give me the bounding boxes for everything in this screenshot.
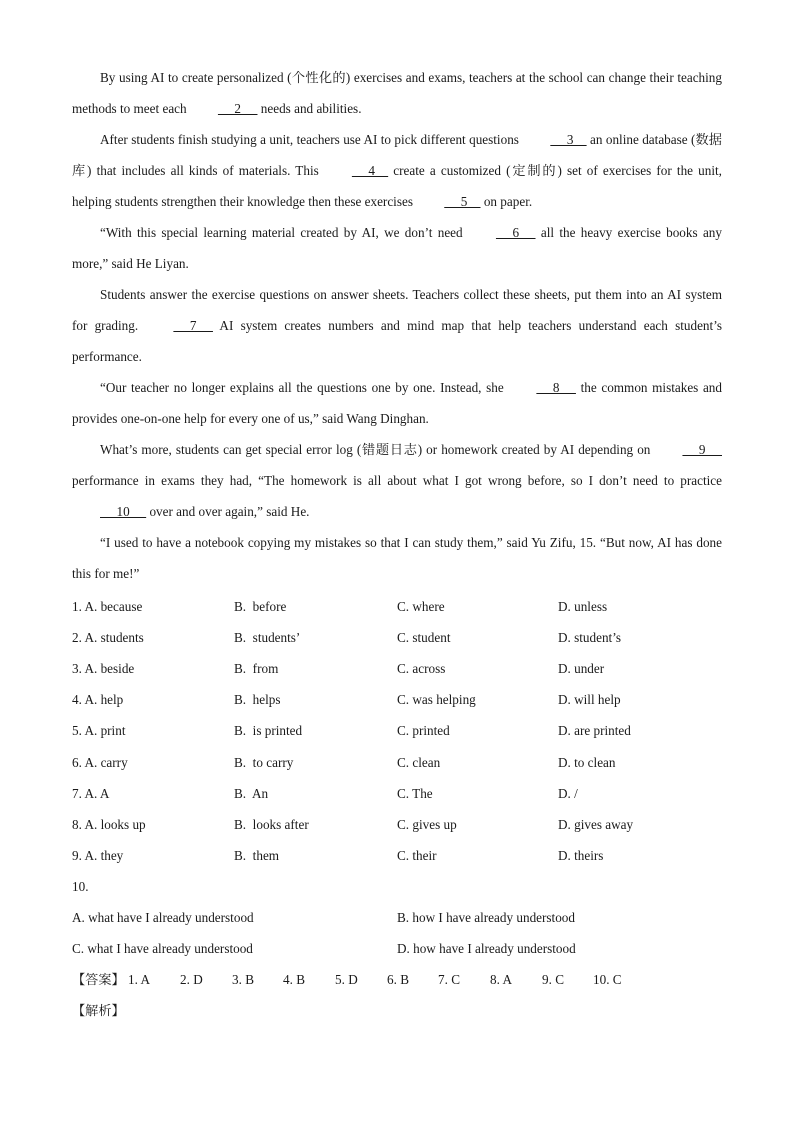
option-d: D. unless bbox=[558, 599, 608, 614]
answer-5: 5. D bbox=[335, 972, 358, 987]
option-d: D. student’s bbox=[558, 630, 622, 645]
passage bbox=[72, 62, 722, 589]
option-d: D. / bbox=[558, 786, 578, 801]
text: “I used to have a notebook copying my mistakes so that I can study them,” said Yu Zifu, 15. “But now, AI has done this for me!” bbox=[72, 535, 722, 581]
answer-4: 4. B bbox=[283, 972, 305, 987]
option-b: B. is printed bbox=[234, 723, 303, 738]
option-b: B. them bbox=[234, 848, 280, 863]
option-a: 6. A. carry bbox=[72, 755, 128, 770]
question-row-5 bbox=[72, 715, 722, 746]
option-a: 9. A. they bbox=[72, 848, 124, 863]
option-c: C. gives up bbox=[397, 817, 457, 832]
answer-6: 6. B bbox=[387, 972, 409, 987]
text: AI system creates numbers and mind map that help teachers understand each student’s performance. bbox=[72, 318, 722, 364]
option-d: D. how have I already understood bbox=[397, 941, 576, 956]
option-c: C. what I have already understood bbox=[72, 941, 253, 956]
text: needs and abilities. bbox=[257, 101, 362, 116]
answer-9: 9. C bbox=[542, 972, 564, 987]
question-row-3 bbox=[72, 653, 722, 684]
option-b: B. helps bbox=[234, 692, 281, 707]
option-d: D. under bbox=[558, 661, 605, 676]
option-a: 2. A. students bbox=[72, 630, 144, 645]
paragraph-4 bbox=[72, 279, 722, 372]
text: “With this special learning material created by AI, we don’t need bbox=[100, 225, 468, 240]
blank-8: 8 bbox=[536, 380, 576, 395]
paragraph-2 bbox=[72, 124, 722, 217]
blank-9: 9 bbox=[682, 442, 722, 457]
question-row-10-cd bbox=[72, 933, 722, 964]
question-row-6 bbox=[72, 747, 722, 778]
option-a: 3. A. beside bbox=[72, 661, 135, 676]
paragraph-7 bbox=[72, 527, 722, 589]
analysis-row bbox=[72, 995, 722, 1026]
option-a: 1. A. because bbox=[72, 599, 143, 614]
blank-6: 6 bbox=[495, 225, 536, 240]
option-a: 8. A. looks up bbox=[72, 817, 146, 832]
option-c: C. was helping bbox=[397, 692, 476, 707]
option-d: D. will help bbox=[558, 692, 621, 707]
question-row-2 bbox=[72, 622, 722, 653]
blank-4: 4 bbox=[351, 163, 389, 178]
question-row-7 bbox=[72, 778, 722, 809]
option-a: 5. A. print bbox=[72, 723, 126, 738]
answer-7: 7. C bbox=[438, 972, 460, 987]
answer-row bbox=[72, 964, 722, 995]
answer-3: 3. B bbox=[232, 972, 254, 987]
option-b: B. from bbox=[234, 661, 279, 676]
question-row-4 bbox=[72, 684, 722, 715]
paragraph-1 bbox=[72, 62, 722, 124]
text: over and over again,” said He. bbox=[146, 504, 310, 519]
blank-10: 10 bbox=[100, 504, 147, 519]
option-c: C. across bbox=[397, 661, 446, 676]
text: After students finish studying a unit, teachers use AI to pick different questions bbox=[100, 132, 523, 147]
option-c: C. their bbox=[397, 848, 437, 863]
option-a: 7. A. A bbox=[72, 786, 110, 801]
paragraph-6 bbox=[72, 434, 722, 527]
analysis-label: 【解析】 bbox=[72, 1003, 125, 1018]
paragraph-5 bbox=[72, 372, 722, 434]
text: the common mistakes and provides one-on-one help for every one of us,” said Wang Dinghan. bbox=[72, 380, 722, 426]
question-row-1 bbox=[72, 591, 722, 622]
option-b: B. looks after bbox=[234, 817, 309, 832]
option-b: B. to carry bbox=[234, 755, 294, 770]
option-b: B. before bbox=[234, 599, 287, 614]
paragraph-3 bbox=[72, 217, 722, 279]
blank-3: 3 bbox=[550, 132, 587, 147]
text: What’s more, students can get special error log (错题日志) or homework created by AI depending on bbox=[100, 442, 655, 457]
answer-10: 10. C bbox=[593, 972, 622, 987]
answer-8: 8. A bbox=[490, 972, 512, 987]
option-d: D. are printed bbox=[558, 723, 631, 738]
answer-1: 1. A bbox=[128, 972, 150, 987]
option-c: C. printed bbox=[397, 723, 450, 738]
question-10-label: 10. bbox=[72, 879, 89, 894]
question-row-9 bbox=[72, 840, 722, 871]
option-b: B. An bbox=[234, 786, 269, 801]
text: “Our teacher no longer explains all the questions one by one. Instead, she bbox=[100, 380, 509, 395]
option-d: D. theirs bbox=[558, 848, 604, 863]
answer-2: 2. D bbox=[180, 972, 203, 987]
blank-5: 5 bbox=[444, 194, 481, 209]
text: on paper. bbox=[480, 194, 533, 209]
text: Students answer the exercise questions on answer sheets. Teachers collect these sheets, put them into an AI system for grading. bbox=[72, 287, 722, 333]
option-d: D. gives away bbox=[558, 817, 634, 832]
question-row-8 bbox=[72, 809, 722, 840]
option-a: A. what have I already understood bbox=[72, 910, 254, 925]
text: performance in exams they had, “The homework is all about what I got wrong before, so I don’t need to practice bbox=[72, 473, 722, 488]
blank-7: 7 bbox=[173, 318, 213, 333]
text: By using AI to create personalized (个性化的) exercises and exams, teachers at the school can change their teaching methods to meet each bbox=[72, 70, 722, 116]
text: create a customized (定制的) set of exercises for the unit, helping students strengthen their knowledge then these exercises bbox=[72, 163, 722, 209]
option-c: C. where bbox=[397, 599, 445, 614]
question-10-number bbox=[72, 871, 722, 902]
blank-2: 2 bbox=[217, 101, 258, 116]
question-row-10-ab bbox=[72, 902, 722, 933]
text: all the heavy exercise books any more,” said He Liyan. bbox=[72, 225, 722, 271]
option-c: C. clean bbox=[397, 755, 441, 770]
text: an online database (数据库) that includes all kinds of materials. This bbox=[72, 132, 722, 178]
option-b: B. students’ bbox=[234, 630, 301, 645]
option-d: D. to clean bbox=[558, 755, 616, 770]
answer-label: 【答案】 bbox=[72, 972, 125, 987]
option-a: 4. A. help bbox=[72, 692, 124, 707]
option-c: C. student bbox=[397, 630, 451, 645]
option-c: C. The bbox=[397, 786, 433, 801]
option-b: B. how I have already understood bbox=[397, 910, 575, 925]
